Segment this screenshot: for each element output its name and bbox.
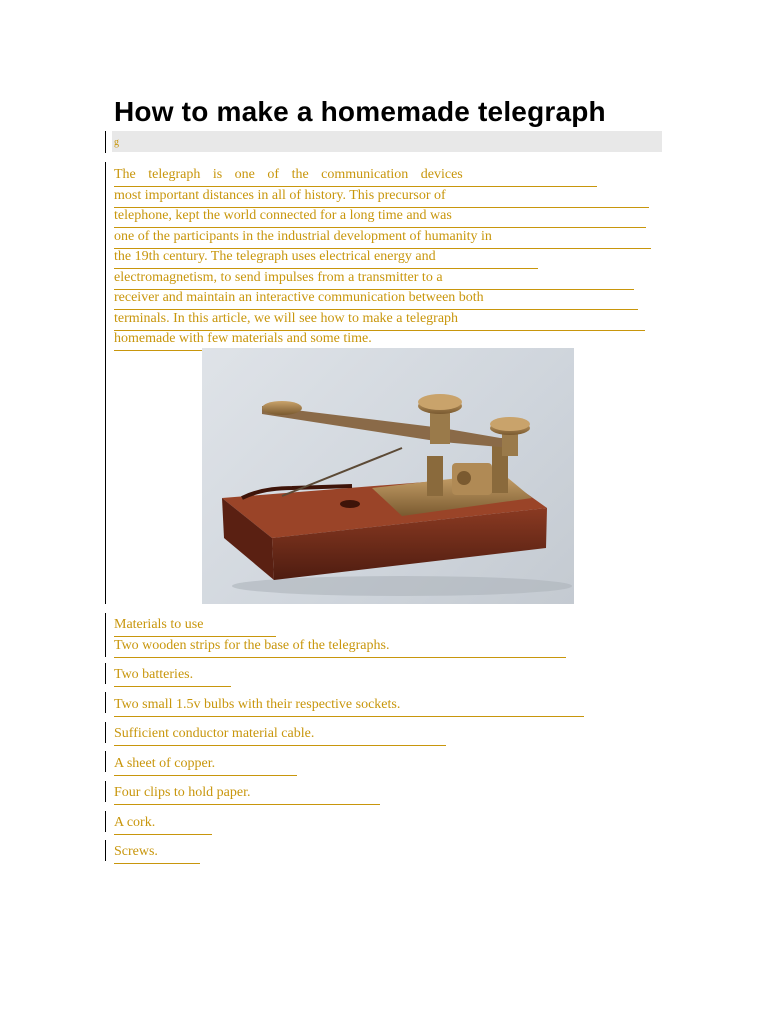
materials-item-4[interactable]: Sufficient conductor material cable. bbox=[114, 725, 446, 746]
change-bar bbox=[105, 722, 106, 743]
page-title: How to make a homemade telegraph bbox=[114, 96, 606, 127]
materials-item-5[interactable]: A sheet of copper. bbox=[114, 755, 297, 776]
materials-item-1[interactable]: Two wooden strips for the base of the telegraphs. bbox=[114, 637, 566, 658]
paragraph-line-1-text: The telegraph is one of the communication devices bbox=[114, 167, 463, 182]
change-bar bbox=[105, 692, 106, 713]
gray-note-link[interactable]: g bbox=[114, 137, 119, 148]
change-bar bbox=[105, 781, 106, 802]
paragraph-line-4[interactable]: one of the participants in the industrial development of humanity in bbox=[114, 228, 651, 249]
materials-heading[interactable]: Materials to use bbox=[114, 616, 276, 637]
materials-item-3[interactable]: Two small 1.5v bulbs with their respective sockets. bbox=[114, 696, 584, 717]
paragraph-line-7[interactable]: receiver and maintain an interactive communication between both bbox=[114, 289, 638, 310]
change-bar bbox=[105, 811, 106, 832]
paragraph-line-1[interactable] bbox=[114, 166, 597, 187]
change-bar bbox=[105, 162, 106, 604]
telegraph-key-photo bbox=[202, 348, 574, 604]
paragraph-line-8[interactable]: terminals. In this article, we will see how to make a telegraph bbox=[114, 310, 645, 331]
highlight-band bbox=[112, 131, 662, 152]
materials-item-7[interactable]: A cork. bbox=[114, 814, 212, 835]
change-bar bbox=[105, 663, 106, 684]
materials-item-8[interactable]: Screws. bbox=[114, 843, 200, 864]
telegraph-key-illustration bbox=[202, 348, 574, 604]
change-bar bbox=[105, 840, 106, 861]
paragraph-line-2[interactable]: most important distances in all of history. This precursor of bbox=[114, 187, 649, 208]
materials-item-6[interactable]: Four clips to hold paper. bbox=[114, 784, 380, 805]
paragraph-line-6[interactable]: electromagnetism, to send impulses from a transmitter to a bbox=[114, 269, 634, 290]
paragraph-line-3[interactable]: telephone, kept the world connected for a long time and was bbox=[114, 207, 646, 228]
change-bar bbox=[105, 131, 106, 153]
change-bar bbox=[105, 613, 106, 657]
change-bar bbox=[105, 751, 106, 772]
paragraph-line-9[interactable]: homemade with few materials and some time. bbox=[114, 330, 494, 351]
materials-item-2[interactable]: Two batteries. bbox=[114, 666, 231, 687]
paragraph-line-5[interactable]: the 19th century. The telegraph uses electrical energy and bbox=[114, 248, 538, 269]
